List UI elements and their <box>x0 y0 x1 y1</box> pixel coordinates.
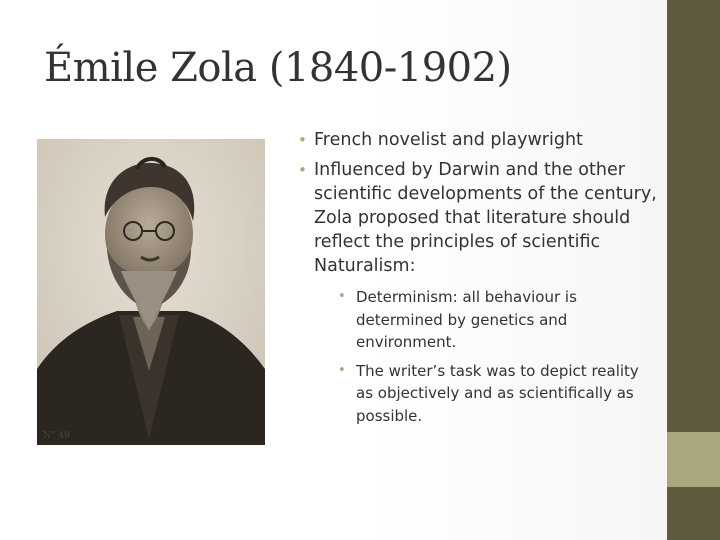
bullet-text: Influenced by Darwin and the other scientific developments of the century, Zola proposed that literature should reflect the principles of scientific Naturalism: <box>314 160 657 276</box>
bullet-item: • French novelist and playwright <box>296 128 660 152</box>
sub-bullet-item: • The writer’s task was to depict reality as objectively and as scientifically as possible. <box>314 360 660 428</box>
slide-title: Émile Zola (1840-1902) <box>44 45 512 91</box>
portrait-illustration <box>37 139 265 445</box>
sub-bullet-item: • Determinism: all behaviour is determined by genetics and environment. <box>314 286 660 354</box>
portrait-photo <box>37 139 265 445</box>
sidebar-dark-band-bottom <box>667 487 720 540</box>
sidebar-accent-band <box>667 432 720 487</box>
portrait-plate-mark: N° 49 <box>43 431 70 441</box>
bullet-list <box>296 128 660 427</box>
sub-bullet-list <box>314 286 660 427</box>
slide-content <box>296 128 660 433</box>
bullet-item <box>296 158 660 427</box>
sidebar-dark-band-top <box>667 0 720 432</box>
